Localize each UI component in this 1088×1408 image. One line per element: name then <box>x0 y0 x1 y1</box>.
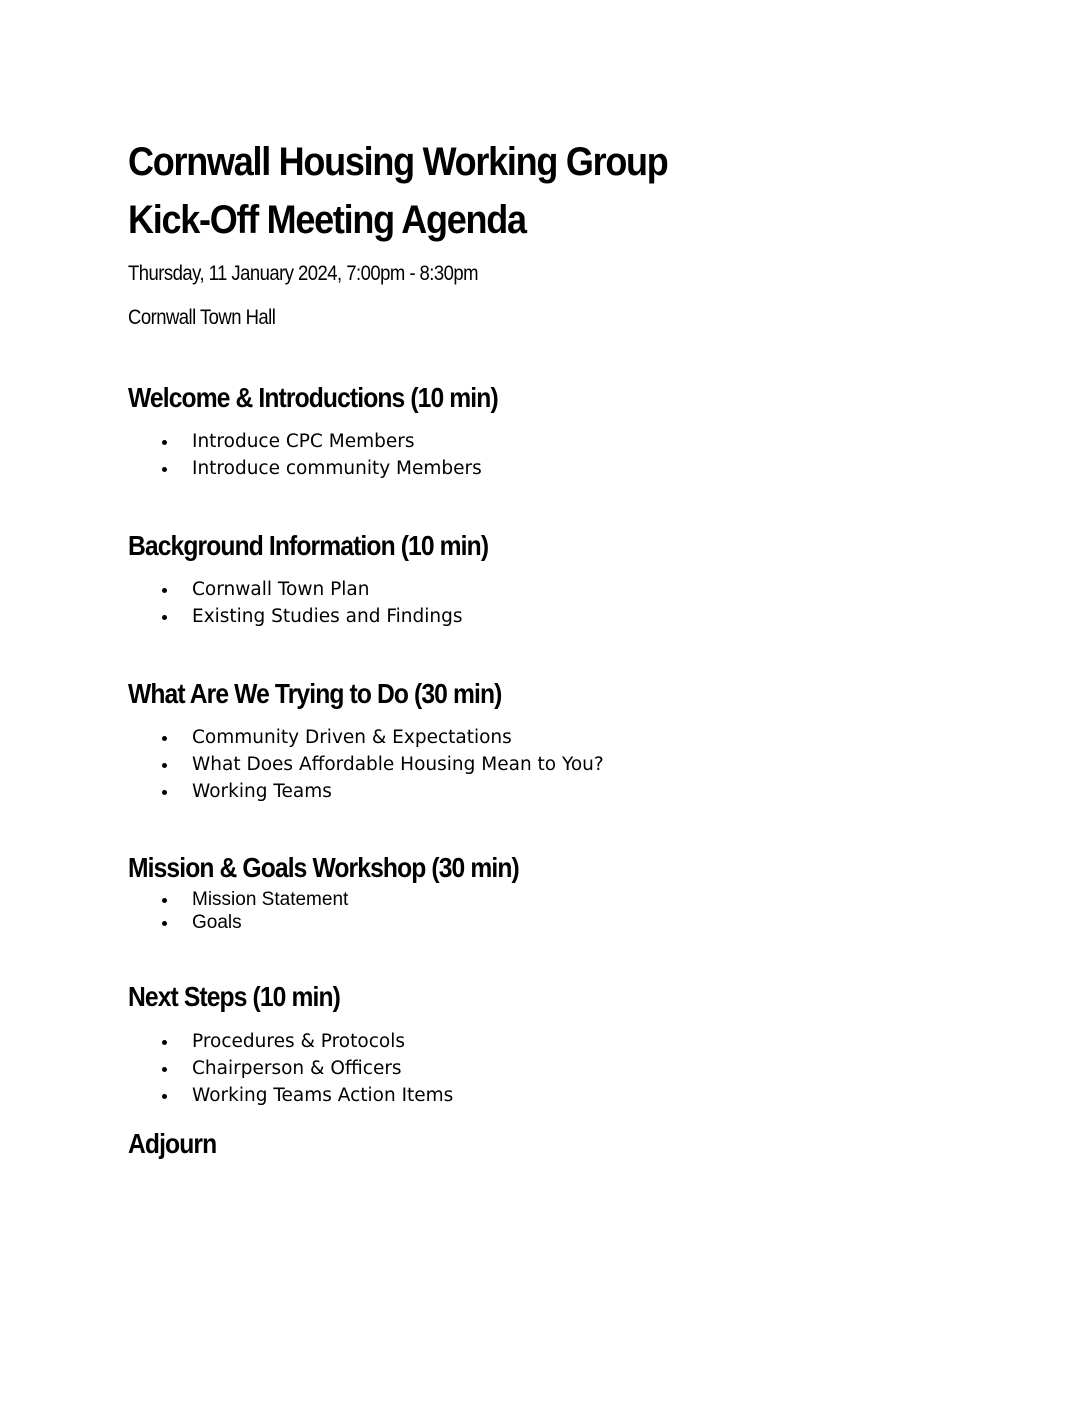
bullet-icon <box>162 615 167 620</box>
section-list-welcome <box>160 428 482 482</box>
section-heading-adjourn: Adjourn <box>128 1128 217 1159</box>
list-item-text: Mission Statement <box>192 889 349 910</box>
section-heading-welcome: Welcome & Introductions (10 min) <box>128 382 498 413</box>
list-item <box>160 1082 453 1109</box>
list-item-text: What Does Affordable Housing Mean to You? <box>192 754 604 775</box>
bullet-icon <box>162 790 167 795</box>
section-list-background <box>160 576 463 630</box>
bullet-icon <box>162 467 167 472</box>
section-heading-background: Background Information (10 min) <box>128 530 489 561</box>
bullet-icon <box>162 440 167 445</box>
section-heading-goals-purpose: What Are We Trying to Do (30 min) <box>128 678 502 709</box>
list-item-text: Existing Studies and Findings <box>192 606 463 627</box>
list-item <box>160 724 604 751</box>
section-heading-next-steps: Next Steps (10 min) <box>128 981 340 1012</box>
list-item <box>160 428 482 455</box>
list-item <box>160 1028 453 1055</box>
bullet-icon <box>162 921 167 926</box>
list-item-text: Introduce CPC Members <box>192 431 415 452</box>
list-item-text: Goals <box>192 912 242 933</box>
list-item <box>160 888 348 911</box>
list-item-text: Working Teams <box>192 781 332 802</box>
list-item <box>160 911 348 934</box>
bullet-icon <box>162 736 167 741</box>
list-item-text: Procedures & Protocols <box>192 1031 405 1052</box>
list-item <box>160 603 463 630</box>
page-title-line-1: Cornwall Housing Working Group <box>128 140 668 184</box>
list-item <box>160 1055 453 1082</box>
meeting-location: Cornwall Town Hall <box>128 306 276 329</box>
list-item <box>160 751 604 778</box>
section-list-mission-workshop <box>160 888 348 934</box>
list-item <box>160 576 463 603</box>
list-item-text: Community Driven & Expectations <box>192 727 512 748</box>
bullet-icon <box>162 1094 167 1099</box>
list-item-text: Working Teams Action Items <box>192 1085 454 1106</box>
list-item <box>160 778 604 805</box>
bullet-icon <box>162 1067 167 1072</box>
bullet-icon <box>162 898 167 903</box>
list-item-text: Introduce community Members <box>192 458 482 479</box>
section-list-goals-purpose <box>160 724 604 805</box>
meeting-date-time: Thursday, 11 January 2024, 7:00pm - 8:30pm <box>128 262 479 285</box>
bullet-icon <box>162 1040 167 1045</box>
list-item-text: Cornwall Town Plan <box>192 579 370 600</box>
page-title-line-2: Kick-Off Meeting Agenda <box>128 198 526 242</box>
list-item <box>160 455 482 482</box>
section-heading-mission-workshop: Mission & Goals Workshop (30 min) <box>128 852 519 883</box>
bullet-icon <box>162 588 167 593</box>
section-list-next-steps <box>160 1028 453 1109</box>
list-item-text: Chairperson & Officers <box>192 1058 402 1079</box>
bullet-icon <box>162 763 167 768</box>
